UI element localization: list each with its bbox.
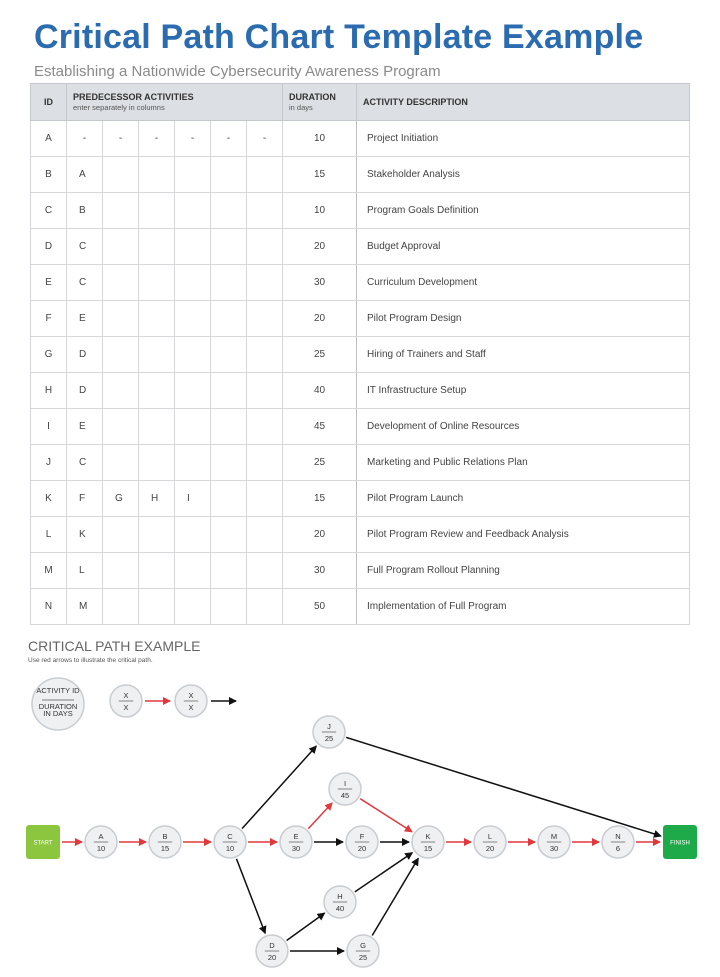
- predecessor-cell: G: [103, 481, 139, 517]
- node-d: [256, 935, 288, 967]
- node-a-id: A: [98, 832, 104, 841]
- critical-path-note: Use red arrows to illustrate the critical path.: [28, 657, 153, 664]
- duration-cell: 15: [283, 157, 357, 193]
- node-g-duration: 25: [358, 953, 368, 962]
- page-subtitle: Establishing a Nationwide Cybersecurity Awareness Program: [34, 63, 441, 80]
- activity-id-cell: B: [31, 157, 67, 193]
- duration-cell: 10: [283, 193, 357, 229]
- finish-box: [663, 825, 697, 859]
- node-j-id: J: [327, 722, 331, 731]
- node-b-id: B: [162, 832, 168, 841]
- node-a-duration: 10: [96, 844, 106, 853]
- node-d-duration: 20: [267, 953, 277, 962]
- header-predecessor: PREDECESSOR ACTIVITIES enter separately in columns: [67, 84, 283, 121]
- legend-sample-node-1-duration: X: [123, 703, 129, 712]
- node-n-duration: 6: [615, 844, 621, 853]
- node-l: [474, 826, 506, 858]
- node-n: [602, 826, 634, 858]
- activity-id-cell: M: [31, 553, 67, 589]
- predecessor-cell: -: [247, 121, 283, 157]
- header-duration: DURATION in days: [283, 84, 357, 121]
- description-cell: IT Infrastructure Setup: [357, 373, 690, 409]
- node-a: [85, 826, 117, 858]
- predecessor-cell: L: [67, 553, 103, 589]
- description-cell: Pilot Program Launch: [357, 481, 690, 517]
- activity-id-cell: N: [31, 589, 67, 625]
- node-j-duration: 25: [324, 734, 334, 743]
- finish-box-label: FINISH: [670, 840, 690, 847]
- duration-cell: 25: [283, 337, 357, 373]
- activity-id-cell: D: [31, 229, 67, 265]
- start-box: [26, 825, 60, 859]
- description-cell: Program Goals Definition: [357, 193, 690, 229]
- node-i: [329, 773, 361, 805]
- legend-sample-node-2-id: X: [188, 691, 194, 700]
- description-cell: Hiring of Trainers and Staff: [357, 337, 690, 373]
- node-j: [313, 716, 345, 748]
- node-f-id: F: [359, 832, 365, 841]
- header-id: ID: [31, 84, 67, 121]
- legend-activity-id-label: ACTIVITY ID: [36, 686, 80, 695]
- predecessor-cell: B: [67, 193, 103, 229]
- duration-cell: 25: [283, 445, 357, 481]
- node-d-id: D: [269, 941, 275, 950]
- node-c-duration: 10: [225, 844, 235, 853]
- description-cell: Budget Approval: [357, 229, 690, 265]
- predecessor-cell: C: [67, 445, 103, 481]
- predecessor-cell: -: [67, 121, 103, 157]
- predecessor-cell: K: [67, 517, 103, 553]
- node-b: [149, 826, 181, 858]
- predecessor-cell: D: [67, 373, 103, 409]
- node-m-duration: 30: [549, 844, 559, 853]
- node-i-duration: 45: [340, 791, 350, 800]
- node-c-id: C: [227, 832, 233, 841]
- header-description: ACTIVITY DESCRIPTION: [357, 84, 690, 121]
- activity-id-cell: K: [31, 481, 67, 517]
- activity-id-cell: A: [31, 121, 67, 157]
- legend-sample-node-1: [110, 685, 142, 717]
- node-n-id: N: [615, 832, 621, 841]
- node-i-id: I: [343, 779, 347, 788]
- duration-cell: 45: [283, 409, 357, 445]
- duration-cell: 40: [283, 373, 357, 409]
- predecessor-cell: -: [103, 121, 139, 157]
- duration-cell: 20: [283, 229, 357, 265]
- duration-cell: 20: [283, 301, 357, 337]
- description-cell: Marketing and Public Relations Plan: [357, 445, 690, 481]
- predecessor-cell: M: [67, 589, 103, 625]
- node-k-duration: 15: [423, 844, 433, 853]
- predecessor-cell: F: [67, 481, 103, 517]
- critical-path-title: CRITICAL PATH EXAMPLE: [28, 638, 201, 654]
- description-cell: Development of Online Resources: [357, 409, 690, 445]
- node-h-duration: 40: [335, 904, 345, 913]
- duration-cell: 30: [283, 553, 357, 589]
- node-h: [324, 886, 356, 918]
- description-cell: Pilot Program Review and Feedback Analysis: [357, 517, 690, 553]
- node-l-id: L: [487, 832, 493, 841]
- node-k: [412, 826, 444, 858]
- activity-id-cell: I: [31, 409, 67, 445]
- node-g: [347, 935, 379, 967]
- description-cell: Full Program Rollout Planning: [357, 553, 690, 589]
- legend-duration-label-cont: IN DAYS: [43, 709, 73, 718]
- legend-key-node: [32, 678, 84, 730]
- predecessor-cell: I: [175, 481, 211, 517]
- activity-id-cell: J: [31, 445, 67, 481]
- node-k-id: K: [425, 832, 431, 841]
- duration-cell: 10: [283, 121, 357, 157]
- node-e-duration: 30: [291, 844, 301, 853]
- predecessor-cell: -: [211, 121, 247, 157]
- predecessor-cell: D: [67, 337, 103, 373]
- node-h-id: H: [337, 892, 343, 901]
- predecessor-cell: A: [67, 157, 103, 193]
- critical-arrow-e-i: [308, 803, 332, 829]
- node-m-id: M: [550, 832, 558, 841]
- duration-cell: 30: [283, 265, 357, 301]
- predecessor-cell: E: [67, 409, 103, 445]
- description-cell: Curriculum Development: [357, 265, 690, 301]
- arrow-d-h: [287, 913, 325, 940]
- legend-sample-node-1-id: X: [123, 691, 129, 700]
- legend-sample-node-2: [175, 685, 207, 717]
- predecessor-cell: E: [67, 301, 103, 337]
- duration-cell: 20: [283, 517, 357, 553]
- description-cell: Pilot Program Design: [357, 301, 690, 337]
- activity-id-cell: E: [31, 265, 67, 301]
- node-l-duration: 20: [485, 844, 495, 853]
- predecessor-cell: C: [67, 229, 103, 265]
- description-cell: Stakeholder Analysis: [357, 157, 690, 193]
- activity-id-cell: C: [31, 193, 67, 229]
- node-b-duration: 15: [160, 844, 170, 853]
- description-cell: Project Initiation: [357, 121, 690, 157]
- start-box-label: START: [33, 840, 53, 847]
- node-g-id: G: [360, 941, 366, 950]
- description-cell: Implementation of Full Program: [357, 589, 690, 625]
- activity-id-cell: G: [31, 337, 67, 373]
- arrow-g-k: [372, 858, 418, 935]
- page-title: Critical Path Chart Template Example: [34, 18, 644, 56]
- arrow-c-j: [242, 746, 316, 828]
- duration-cell: 50: [283, 589, 357, 625]
- activity-id-cell: F: [31, 301, 67, 337]
- node-m: [538, 826, 570, 858]
- node-e: [280, 826, 312, 858]
- arrow-c-d: [236, 859, 265, 933]
- duration-cell: 15: [283, 481, 357, 517]
- predecessor-cell: -: [175, 121, 211, 157]
- activity-id-cell: H: [31, 373, 67, 409]
- legend-duration-label: DURATION: [38, 702, 78, 711]
- predecessor-cell: -: [139, 121, 175, 157]
- node-f: [346, 826, 378, 858]
- predecessor-cell: H: [139, 481, 175, 517]
- activity-id-cell: L: [31, 517, 67, 553]
- legend-sample-node-2-duration: X: [188, 703, 194, 712]
- node-f-duration: 20: [357, 844, 367, 853]
- node-c: [214, 826, 246, 858]
- node-e-id: E: [293, 832, 299, 841]
- predecessor-cell: C: [67, 265, 103, 301]
